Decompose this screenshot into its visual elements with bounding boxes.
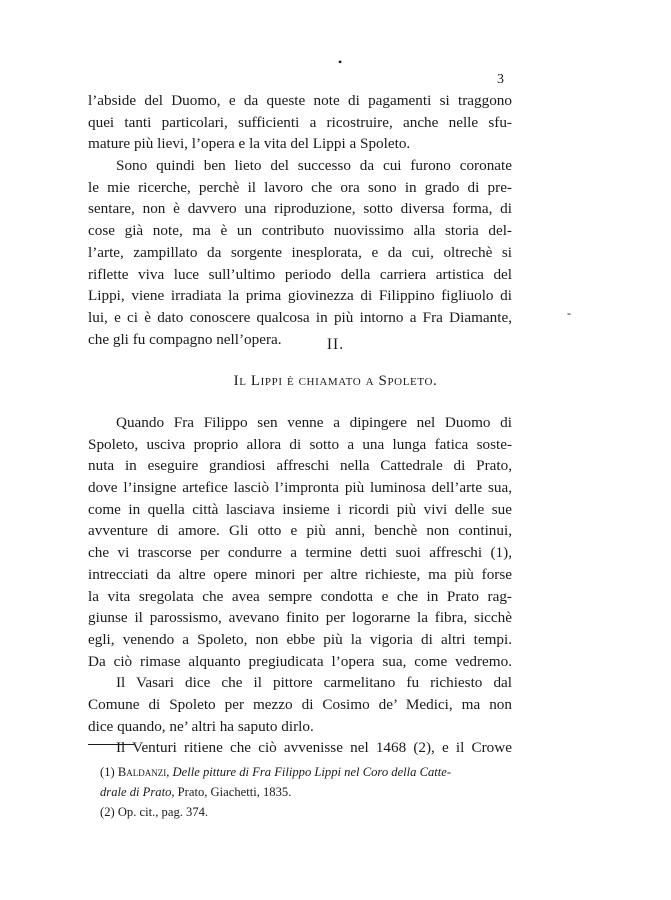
paragraph: [88, 155, 512, 350]
text-line: Quando Fra Filippo sen venne a dipingere nel Duomo di: [116, 414, 512, 431]
text-line: dove l’insigne artefice lasciò l’impronta più luminosa dell’arte sua,: [88, 479, 512, 497]
text-line: che vi trascorse per condurre a termine detti suoi affreschi (1),: [88, 544, 512, 562]
text-line: Il Venturi ritiene che ciò avvenisse nel 1468 (2), e il Crowe: [116, 739, 512, 757]
text-block-main: [88, 412, 512, 759]
text-line: dice quando, ne’ altri ha saputo dirlo.: [88, 717, 314, 735]
text-line: Da ciò rimase alquanto pregiudicata l’opera sua, come vedremo.: [88, 652, 512, 670]
footnote-1: [100, 762, 512, 782]
text-line: l’abside del Duomo, e da queste note di pagamenti si traggono: [88, 92, 512, 109]
text-block-top: [88, 90, 512, 350]
paragraph: [88, 90, 512, 155]
text-line: mature più lievi, l’opera e la vita del Lippi a Spoleto.: [88, 135, 411, 153]
text-line: cose già note, ma è un contributo nuovissimo alla storia del-: [88, 222, 512, 240]
margin-mark: -: [567, 306, 571, 320]
text-line: sentare, non è davvero una riproduzione, sotto diversa forma, di: [88, 200, 512, 218]
footnote-publication: , Prato, Giachetti, 1835.: [171, 785, 292, 799]
section-numeral: II.: [326, 336, 345, 353]
page-number: 3: [497, 72, 504, 87]
text-line: Sono quindi ben lieto del successo da cui furono coronate: [116, 157, 512, 175]
paragraph: [88, 412, 512, 672]
paragraph: [88, 737, 512, 759]
text-line: che gli fu compagno nell’opera.: [88, 330, 282, 348]
paragraph: [88, 672, 512, 737]
text-line: come in quella città lasciava insieme i ricordi più vivi delle sue: [88, 500, 512, 518]
text-line: riflette viva luce sull’ultimo periodo della carriera artistica del: [88, 265, 512, 283]
footnote-title: Delle pitture di Fra Filippo Lippi nel Coro della Catte-: [172, 765, 452, 779]
footnote-1-continued: [100, 782, 512, 802]
text-line: le mie ricerche, perchè il lavoro che ora sono in grado di pre-: [88, 178, 512, 196]
footnotes: [100, 762, 512, 822]
footnote-2: (2) Op. cit., pag. 374.: [100, 805, 209, 819]
text-line: avventure di amore. Gli otto e più anni, benchè non continui,: [88, 522, 512, 540]
section-title: Il Lippi è chiamato a Spoleto.: [233, 373, 438, 389]
text-line: intrecciati da altre opere minori per altre richieste, ma più forse: [88, 565, 512, 583]
footnote-marker: (1): [100, 765, 118, 779]
text-line: Il Vasari dice che il pittore carmelitano fu richiesto dal: [116, 674, 512, 692]
ink-speck: •: [338, 55, 343, 69]
text-line: giunse il parossismo, avevano finito per logorarne la fibra, sicchè: [88, 609, 512, 627]
text-line: Lippi, viene irradiata la prima giovinezza di Filippino figliuolo di: [88, 287, 512, 305]
text-line: quei tanti particolari, sufficienti a ricostruire, anche nelle sfu-: [88, 113, 512, 131]
text-line: l’arte, zampillato da sorgente inesplorata, e da cui, oltrechè si: [88, 243, 512, 261]
text-line: egli, venendo a Spoleto, non ebbe più la vigoria di altri tempi.: [88, 630, 512, 648]
text-line: nuta in eseguire grandiosi affreschi nella Cattedrale di Prato,: [88, 457, 512, 475]
footnote-rule: [88, 744, 134, 745]
footnote-author: Baldanzi,: [117, 765, 173, 779]
text-line: Spoleto, usciva proprio allora di sotto a una lunga fatica soste-: [88, 435, 512, 453]
text-line: la vita sregolata che avea sempre condotta e che in Prato rag-: [88, 587, 512, 605]
footnote-title-continued: drale di Prato: [100, 785, 172, 799]
text-line: lui, e ci è dato conoscere qualcosa in più intorno a Fra Diamante,: [88, 308, 512, 326]
text-line: Comune di Spoleto per mezzo di Cosimo de’ Medici, ma non: [88, 695, 512, 713]
